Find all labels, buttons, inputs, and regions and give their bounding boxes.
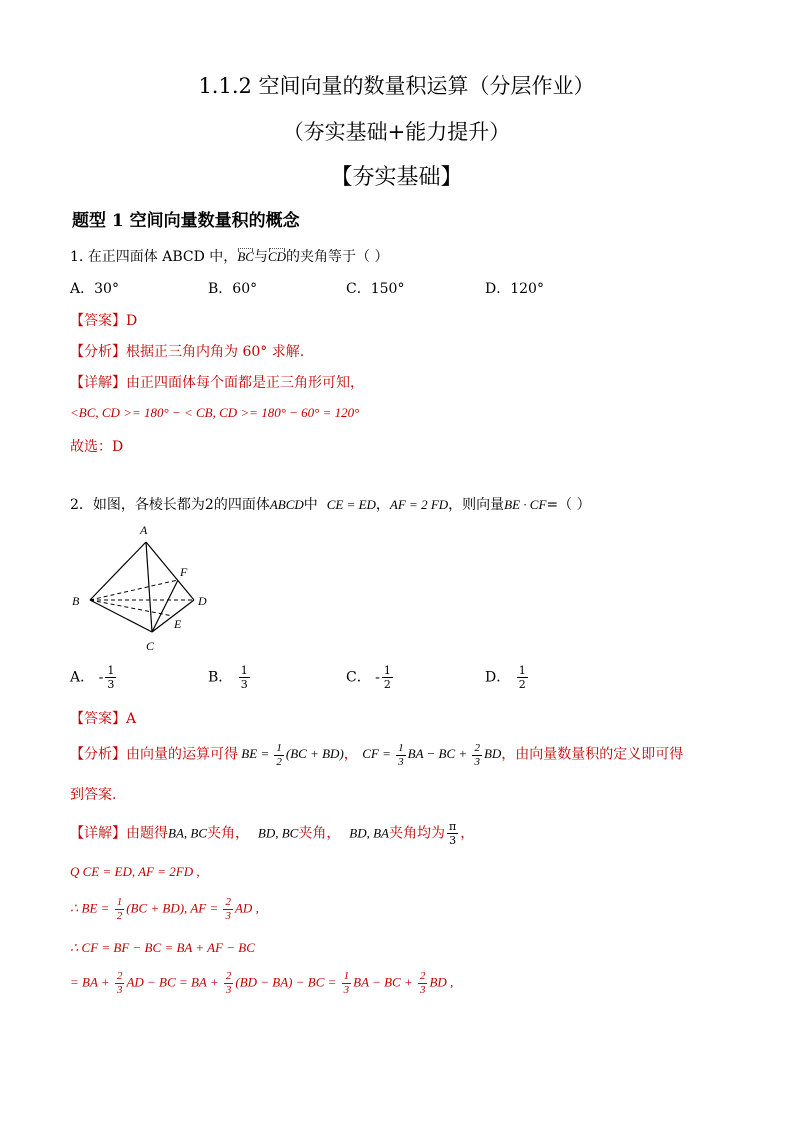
question-1-stem (70, 246, 388, 266)
q2-math-4: = BA + $\frac{2}{3}$ AD − BC = BA + $\frac{2}{3}$ (BD − BA) − BC = $\frac{1}{3}$ BA − BC + $\frac{2}{3}$ BD , (70, 970, 454, 996)
q1-analysis: 【分析】根据正三角内角为 60° 求解. (70, 344, 305, 360)
tetrahedron-figure (66, 518, 226, 658)
q1-stem-end: 的夹角等于（ ） (286, 249, 389, 265)
question-2-stem: 2．如图，各棱长都为2的四面体ABCD中 CE = ED，AF = 2 FD，则向量BE · CF=（ ） (70, 497, 591, 513)
q2-option-a: A． - $\frac{1}{3}$ (70, 664, 115, 691)
q2-answer: 【答案】A (70, 711, 137, 727)
q2-math-3: ∴ CF = BF − BC = BA + AF − BC (70, 940, 255, 955)
q1-option-c: C．150° (346, 281, 405, 297)
q2-math-1: Q CE = ED, AF = 2FD , (70, 864, 200, 879)
topic-heading: 题型 1 空间向量数量积的概念 (72, 211, 300, 231)
edge-bc (90, 600, 152, 632)
q2-option-b: B． $\frac{1}{3}$ (208, 664, 248, 691)
q1-detail: 【详解】由正四面体每个面都是正三角形可知， (70, 375, 364, 391)
q2-analysis: 【分析】由向量的运算可得 BE = $\frac{1}{2}$ (BC + BD)， CF = $\frac{1}{3}$ BA − BC + $\frac{2}{3}$ BD，由向量数量积的定义即可得 (70, 742, 684, 768)
edge-ab (90, 542, 146, 600)
q1-math-line: <BC, CD >= 180° − < CB, CD >= 180° − 60° = 120° (70, 405, 360, 420)
q1-stem-text: 1. 在正四面体 ABCD 中， (70, 249, 238, 265)
segment-bf (90, 580, 178, 600)
q2-option-d: D． $\frac{1}{2}$ (485, 664, 526, 691)
page-subtitle: （夯实基础+能力提升） (282, 120, 511, 144)
target-product: BE · CF (504, 497, 547, 512)
section-title: 【夯实基础】 (330, 165, 463, 190)
label-d: D (198, 594, 207, 608)
segment-be (90, 600, 173, 616)
label-f: F (180, 565, 188, 579)
condition-ce-ed: CE = ED (326, 497, 376, 512)
q1-option-b: B．60° (208, 281, 258, 297)
q1-answer: 【答案】D (70, 313, 138, 329)
vector-cd: CD (267, 249, 286, 264)
q1-conclusion: 故选：D (70, 439, 124, 455)
q2-math-2: ∴ BE = $\frac{1}{2}$ (BC + BD), AF = $\frac{2}{3}$ AD , (70, 896, 259, 922)
label-b: B (72, 594, 80, 608)
q1-option-d: D．120° (485, 281, 544, 297)
page-title: 1.1.2 空间向量的数量积运算（分层作业） (198, 74, 595, 98)
q2-option-c: C． - $\frac{1}{2}$ (346, 664, 391, 691)
label-c: C (146, 639, 155, 653)
q2-analysis-cont: 到答案. (70, 787, 117, 803)
vector-bc: BC (237, 249, 254, 264)
q2-detail: 【详解】由题得BA, BC夹角， BD, BC夹角， BD, BA夹角均为 $\frac{\pi}{3}$ ， (70, 820, 475, 847)
condition-af-2fd: AF = 2 FD (389, 497, 449, 512)
q1-stem-mid: 与 (253, 249, 268, 265)
q1-option-a: A．30° (70, 281, 119, 297)
label-e: E (174, 617, 182, 631)
label-a: A (140, 523, 148, 537)
